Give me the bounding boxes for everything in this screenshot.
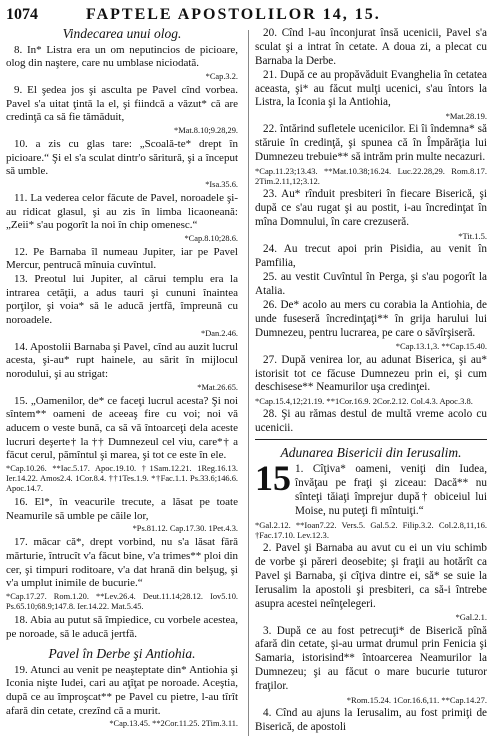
verse-15: 15. „Oamenilor, de* ce faceţi lucrul acesta? Şi noi sîntem** oameni de aceeaş fire cu voi; noi vă aducem o veste bună, ca să vă întoarceţi dela aceste lucruri deşerte† la †† Dumnezeul cel viu, care*† a făcut cerul, pămîntul şi marea, şi tot ce este în ele. (6, 394, 238, 462)
verse-18: 18. Abia au putut să împiedice, cu vorbele acestea, pe noroade, să le aducă jertfă. (6, 613, 238, 640)
cross-reference: *Mat.28.19. (445, 111, 487, 122)
verse-28: 28. Şi au rămas destul de multă vreme acolo cu ucenicii. (255, 408, 487, 435)
cross-reference: *Rom.15.24. 1Cor.16.6,11. **Cap.14.27. (346, 694, 487, 705)
page-number: 1074 (6, 6, 38, 23)
cross-reference: *Cap.13.45. **2Cor.11.25. 2Tim.3.11. (109, 719, 238, 729)
chapter-15-verse-3: 3. După ce au fost petrecuţi* de Biserică pînă afară din cetate, şi-au urmat drumul prin Fenicia şi Samaria, istorisind** întoarcerea Neamurilor la Dumnezeu; şi au făcut o mare bucurie tuturor fraţilor. (255, 624, 487, 693)
cross-reference: *Gal.2.12. **Ioan7.22. Vers.5. Gal.5.2. Filip.3.2. Col.2.8,11,16. †Fac.17.10. Lev.12.3. (255, 519, 487, 540)
verse-16: 16. El*, în veacurile trecute, a lăsat pe toate Neamurile să umble pe căile lor, (6, 495, 238, 522)
cross-reference: *Cap.13.1,3. **Cap.15.40. (395, 341, 487, 352)
chapter-15-verse-4: 4. Cînd au ajuns la Ierusalim, au fost primiţi de Biserică, de apostoli (255, 707, 487, 734)
verse-19: 19. Atunci au venit pe neaşteptate din* Antiohia şi Iconia nişte Iudei, cari au aţîţat pe noroade. Aceştia, după ce au împroşcat** pe Pavel cu pietre, l-au tîrît afară din cetate, crezînd că a murit. (6, 663, 238, 717)
running-title: FAPTELE APOSTOLILOR 14, 15. (86, 6, 381, 23)
column-divider (248, 30, 249, 736)
verse-13: 13. Preotul lui Jupiter, al cărui templu era la intrarea cetăţii, a adus tauri şi cununi înaintea porţilor, şi voia* să le aducă jertfă, împreună cu noroadele. (6, 273, 238, 327)
section-heading: Vindecarea unui olog. (62, 26, 182, 41)
verse-27: 27. După venirea lor, au adunat Biserica, şi au* istorisit tot ce făcuse Dumnezeu prin ei, şi cum deschisese** Neamurilor uşa credinţei. (255, 353, 487, 394)
cross-reference: *Cap.3.2. (205, 71, 238, 81)
verse-8: 8. In* Listra era un om neputincios de picioare, olog din naştere, care nu umblase niciodată. (6, 43, 238, 70)
chapter-number: 15 (255, 458, 291, 499)
verse-25: 25. au vestit Cuvîntul în Perga, şi s'au pogorît la Atalia. (255, 271, 487, 297)
cross-reference: *Mat.26.65. (197, 382, 238, 392)
chapter-15-verse-2: 2. Pavel şi Barnaba au avut cu ei un viu schimb de vorbe şi păreri deosebite; şi fraţii au hotărît ca Pavel şi Barnaba, şi cîţiva dintre ei, să* se suie la Ierusalim la apostoli şi presbiteri, ca să-i întrebe asupra acestei neînţelegeri. (255, 542, 487, 610)
cross-reference: *Cap.15.4,12;21.19. **1Cor.16.9. 2Cor.2.12. Col.4.3. Apoc.3.8. (255, 396, 473, 407)
section-heading: Adunarea Bisericii din Ierusalim. (280, 445, 462, 461)
verse-21: 21. După ce au propăvăduit Evanghelia în cetatea aceasta, şi* au făcut mulţi ucenici, s'au întors la Listra, la Iconia şi la Antiohia, (255, 68, 487, 109)
cross-reference: *Dan.2.46. (201, 328, 238, 338)
verse-10: 10. a zis cu glas tare: „Scoală-te* drept în picioare.“ Şi el s'a sculat dintr'o săritură, şi a început să umble. (6, 137, 238, 178)
cross-reference: *Cap.10.26. **Iac.5.17. Apoc.19.10. †1Sam.12.21. 1Reg.16.13. Ier.14.22. Amos2.4. 1Cor.8.4. ††1Tes.1.9. *†Fac.1.1. Ps.33.6;146.6. Apoc.14.7. (6, 463, 238, 493)
cross-reference: *Tit.1.5. (458, 231, 487, 242)
verse-12: 12. Pe Barnaba îl numeau Jupiter, iar pe Pavel Mercur, pentrucă mînuia cuvîntul. (6, 245, 238, 272)
cross-reference: *Cap.11.23;13.43. **Mat.10.38;16.24. Luc.22.28,29. Rom.8.17. 2Tim.2.11,12;3.12. (255, 166, 487, 187)
cross-reference: *Cap.17.27. Rom.1.20. **Lev.26.4. Deut.11.14;28.12. Iov5.10. Ps.65.10;68.9;147.8. Ier.14.22. Mat.5.45. (6, 591, 238, 611)
verse-26: 26. De* acolo au mers cu corabia la Antiohia, de unde fuseseră încredinţaţi** în grija harului lui Dumnezeu, pentru lucrarea, pe care o săvîrşiseră. (255, 298, 487, 339)
chapter-15-verse-1: 1. Cîţiva* oameni, veniţi din Iudea, învăţau pe fraţi şi ziceau: Dacă** nu sînteţi tăiaţi împrejur după† obiceiul lui Moise, nu puteţi fi mîntuiţi.“ (295, 463, 487, 517)
verse-20: 20. Cînd l-au înconjurat însă ucenicii, Pavel s'a sculat şi a intrat în cetate. A doua zi, a plecat cu Barnaba la Derbe. (255, 27, 487, 67)
section-heading: Pavel în Derbe şi Antiohia. (48, 646, 196, 662)
verse-22: 22. întărind sufletele ucenicilor. Ei îi îndemna* să stăruie în credinţă, şi spunea că în Împărăţia lui Dumnezeu trebuie** să intrăm prin multe necazuri. (255, 123, 487, 164)
chapter-rule (255, 439, 487, 440)
verse-23: 23. Au* rînduit presbiteri în fiecare Biserică, şi după ce s'au rugat şi au postit, i-au încredinţat în mîna Domnului, în care crezuseră. (255, 188, 487, 229)
verse-17: 17. măcar că*, drept vorbind, nu s'a lăsat fără mărturie, întrucît v'a făcut bine, v'a trimes** ploi din cer, şi timpuri roditoare, v'a dat hrană din belşug, şi v'a umplut inimile de bucurie.“ (6, 536, 238, 590)
right-column (255, 27, 487, 735)
verse-24: 24. Au trecut apoi prin Pisidia, au venit în Pamfilia, (255, 243, 487, 270)
verse-14: 14. Apostolii Barnaba şi Pavel, cînd au auzit lucrul acesta, şi-au* rupt hainele, au sărit în mijlocul norodului, şi au strigat: (6, 340, 238, 380)
cross-reference: *Mat.8.10;9.28,29. (174, 125, 238, 135)
cross-reference: *Gal.2.1. (455, 612, 487, 623)
chapter-start (255, 458, 487, 519)
verse-9: 9. El şedea jos şi asculta pe Pavel cînd vorbea. Pavel s'a uitat ţintă la el, şi fiindcă a văzut* că are credinţă ca să fie tămăduit, (6, 83, 238, 124)
cross-reference: *Ps.81.12. Cap.17.30. 1Pet.4.3. (132, 524, 238, 534)
cross-reference: *Cap.8.10;28.6. (184, 233, 238, 243)
page-header (6, 6, 494, 26)
verse-11: 11. La vederea celor făcute de Pavel, noroadele şi-au ridicat glasul, şi au zis în limba licaoneană: „Zeii* s'au pogorît la noi în chip omenesc.“ (6, 191, 238, 232)
cross-reference: *Isa.35.6. (205, 179, 238, 189)
left-column (6, 27, 238, 731)
